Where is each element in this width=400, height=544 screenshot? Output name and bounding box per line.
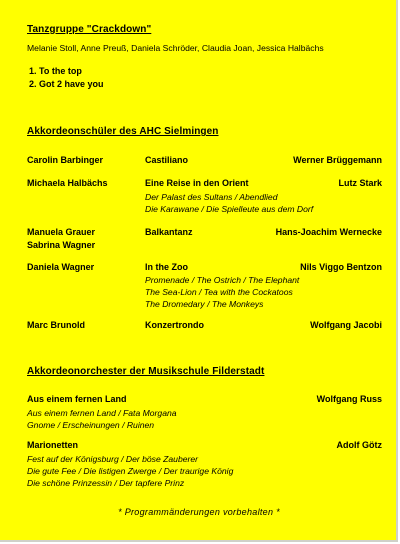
footer-note: * Programmänderungen vorbehalten * — [118, 507, 280, 517]
piece-detail: The Dromedary / The Monkeys — [145, 299, 264, 309]
composer: Nils Viggo Bentzon — [300, 262, 382, 272]
piece-detail: Die Karawane / Die Spielleute aus dem Dorf — [145, 204, 314, 214]
piece-detail: Die gute Fee / Die listigen Zwerge / Der traurige König — [27, 466, 234, 476]
section-heading-crackdown: Tanzgruppe "Crackdown" — [27, 24, 152, 35]
composer: Werner Brüggemann — [293, 155, 382, 165]
performer: Manuela Grauer — [27, 227, 96, 237]
composer: Hans-Joachim Wernecke — [275, 227, 382, 237]
piece-detail: Gnome / Erscheinungen / Ruinen — [27, 420, 155, 430]
piece-detail: The Sea-Lion / Tea with the Cockatoos — [145, 287, 293, 297]
composer: Lutz Stark — [338, 178, 382, 188]
performer: Carolin Barbinger — [27, 155, 104, 165]
piece-title: Castiliano — [145, 155, 189, 165]
section-heading-orchestra: Akkordeonorchester der Musikschule Filderstadt — [27, 366, 265, 377]
crackdown-members: Melanie Stoll, Anne Preuß, Daniela Schröder, Claudia Joan, Jessica Halbächs — [27, 43, 324, 53]
piece-title: Marionetten — [27, 440, 79, 450]
composer: Adolf Götz — [336, 440, 382, 450]
piece-detail: Promenade / The Ostrich / The Elephant — [145, 275, 300, 285]
crackdown-item-2: 2. Got 2 have you — [29, 79, 104, 89]
performer: Marc Brunold — [27, 320, 86, 330]
piece-title: Aus einem fernen Land — [27, 394, 127, 404]
performer: Daniela Wagner — [27, 262, 95, 272]
piece-detail: Fest auf der Königsburg / Der böse Zauberer — [27, 454, 199, 464]
section-heading-ahc: Akkordeonschüler des AHC Sielmingen — [27, 126, 219, 137]
crackdown-item-1: 1. To the top — [29, 66, 82, 76]
performer: Michaela Halbächs — [27, 178, 108, 188]
piece-title: Balkantanz — [145, 227, 193, 237]
piece-detail: Der Palast des Sultans / Abendlied — [145, 192, 278, 202]
composer: Wolfgang Russ — [316, 394, 382, 404]
performer: Sabrina Wagner — [27, 240, 96, 250]
piece-title: In the Zoo — [145, 262, 188, 272]
composer: Wolfgang Jacobi — [310, 320, 382, 330]
piece-title: Eine Reise in den Orient — [145, 178, 249, 188]
piece-title: Konzertrondo — [145, 320, 204, 330]
piece-detail: Die schöne Prinzessin / Der tapfere Prinz — [27, 478, 185, 488]
piece-detail: Aus einem fernen Land / Fata Morgana — [27, 408, 177, 418]
